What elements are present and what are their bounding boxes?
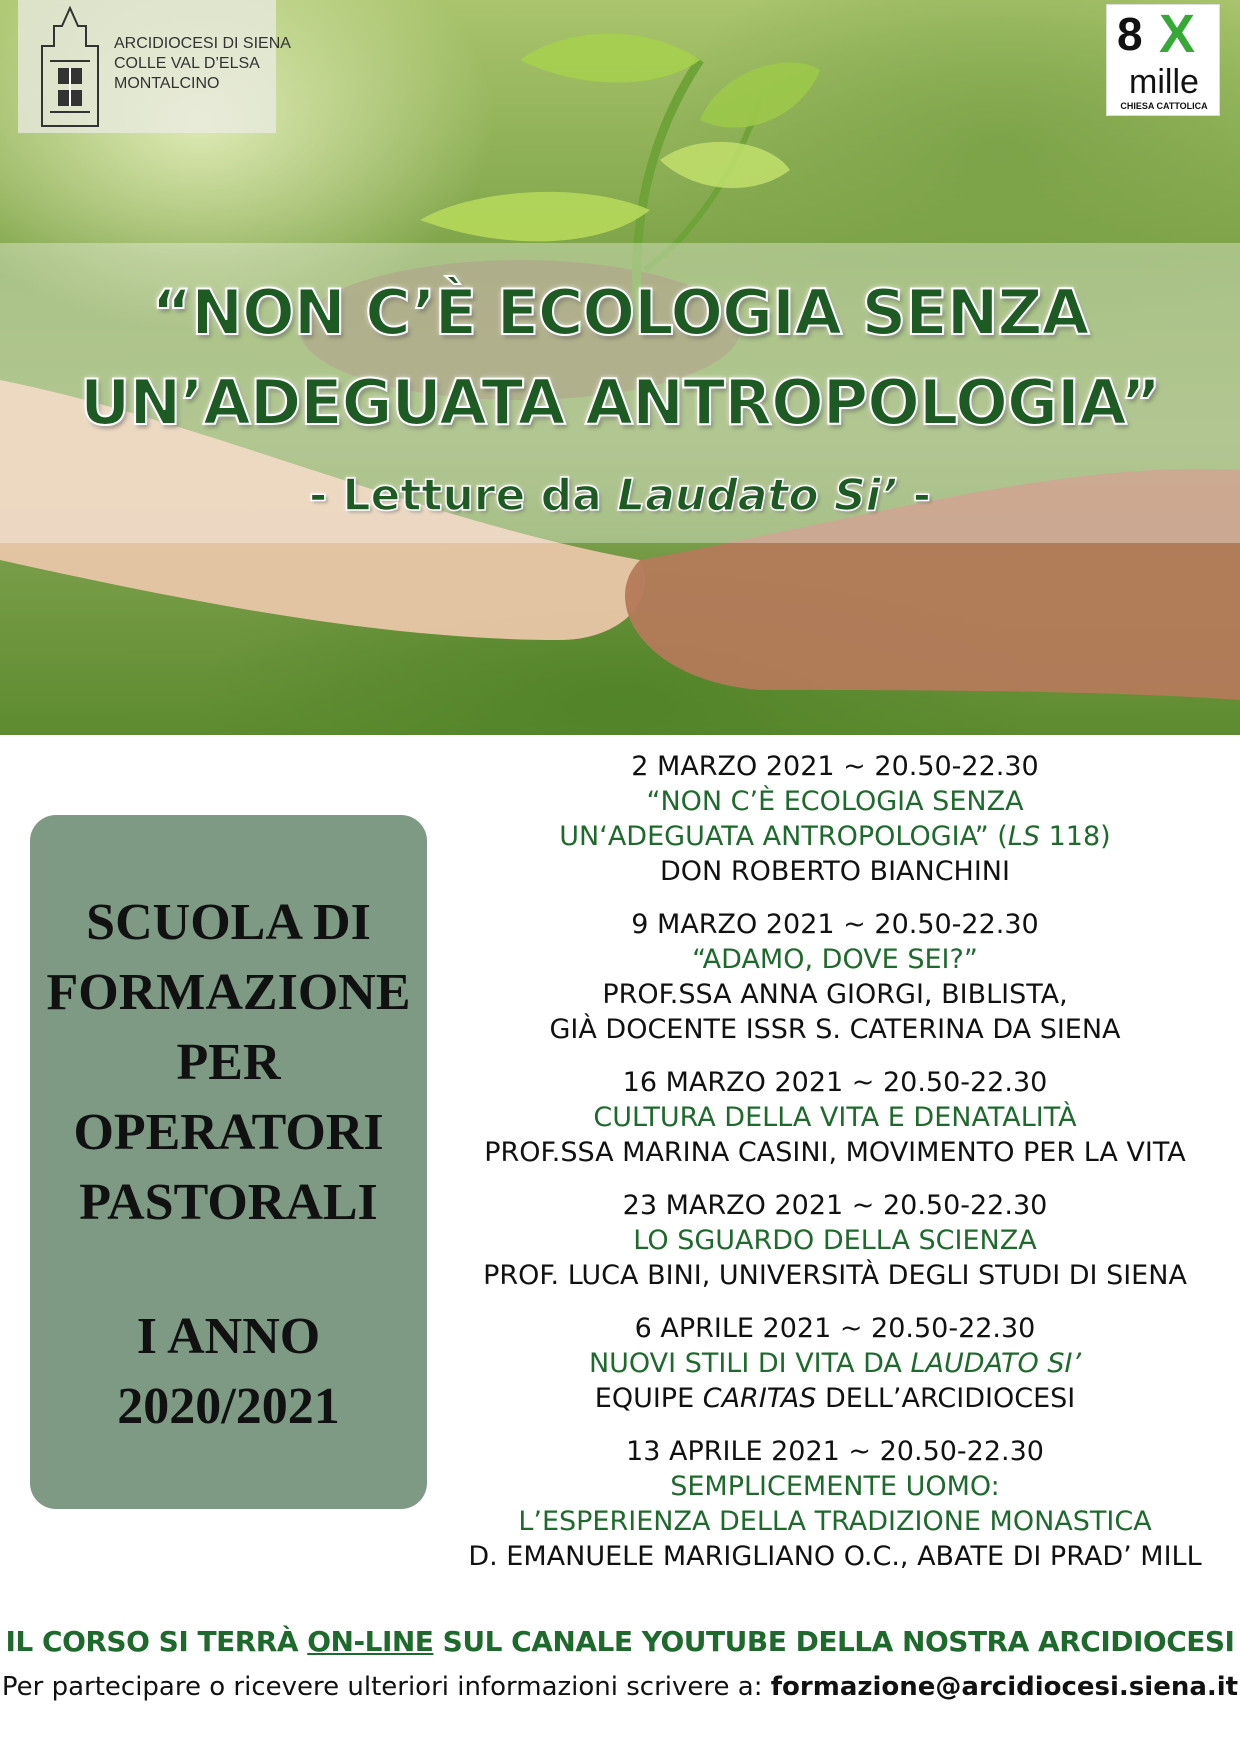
event-title: L’ESPERIENZA DELLA TRADIZIONE MONASTICA (518, 1506, 1152, 1537)
otto-x: X (1159, 4, 1196, 64)
diocese-line: COLLE VAL D’ELSA (114, 55, 260, 72)
event-title: “NON C’È ECOLOGIA SENZA (646, 786, 1024, 817)
event-title: “ADAMO, DOVE SEI?” (692, 944, 978, 975)
otto-sub: CHIESA CATTOLICA (1120, 101, 1208, 111)
school-line: OPERATORI (73, 1104, 384, 1161)
event-title: NUOVI STILI DI VITA DA LAUDATO SI’ (588, 1348, 1082, 1379)
school-line: PER (176, 1034, 281, 1091)
event-speaker: GIÀ DOCENTE ISSR S. CATERINA DA SIENA (549, 1014, 1121, 1045)
otto-mille: mille (1129, 63, 1199, 101)
event-speaker: EQUIPE CARITAS DELL’ARCIDIOCESI (594, 1383, 1076, 1414)
online-label: ON-LINE (307, 1625, 434, 1658)
event-date: 13 APRILE 2021 ~ 20.50-22.30 (626, 1436, 1044, 1467)
event-speaker: PROF. LUCA BINI, UNIVERSITÀ DEGLI STUDI DI SIENA (483, 1260, 1187, 1291)
subtitle: - Letture da Laudato Si’ - (308, 470, 932, 521)
event-title: LO SGUARDO DELLA SCIENZA (633, 1225, 1037, 1256)
school-line: FORMAZIONE (46, 964, 411, 1021)
event-speaker: PROF.SSA ANNA GIORGI, BIBLISTA, (602, 979, 1068, 1010)
year-label: I ANNO (136, 1308, 321, 1365)
event-title: CULTURA DELLA VITA E DENATALITÀ (593, 1102, 1077, 1133)
main-title-line1: “NON C’È ECOLOGIA SENZA (151, 276, 1089, 349)
diocese-line: MONTALCINO (114, 75, 220, 92)
school-line: SCUOLA DI (86, 894, 371, 951)
event-date: 2 MARZO 2021 ~ 20.50-22.30 (631, 751, 1039, 782)
event-title: SEMPLICEMENTE UOMO: (670, 1471, 1000, 1502)
event-speaker: D. EMANUELE MARIGLIANO O.C., ABATE DI PRAD’ MILL (468, 1541, 1202, 1572)
contact-email[interactable]: formazione@arcidiocesi.siena.it (770, 1672, 1239, 1702)
diocese-name (114, 34, 291, 94)
event-date: 16 MARZO 2021 ~ 20.50-22.30 (622, 1067, 1048, 1098)
diocese-logo-box (18, 0, 291, 133)
event-date: 23 MARZO 2021 ~ 20.50-22.30 (622, 1190, 1048, 1221)
cathedral-logo-icon (32, 6, 108, 128)
event-date: 6 APRILE 2021 ~ 20.50-22.30 (634, 1313, 1036, 1344)
course-info: IL CORSO SI TERRÀ ON-LINE SUL CANALE YOUTUBE DELLA NOSTRA ARCIDIOCESI (5, 1625, 1235, 1658)
event-title: UN‘ADEGUATA ANTROPOLOGIA” (LS 118) (559, 821, 1111, 852)
hero-image (0, 0, 1240, 735)
event-speaker: PROF.SSA MARINA CASINI, MOVIMENTO PER LA VITA (484, 1137, 1186, 1168)
school-panel (30, 815, 427, 1509)
diocese-line: ARCIDIOCESI DI SIENA (114, 35, 291, 52)
main-title-line2: UN’ADEGUATA ANTROPOLOGIA” (80, 366, 1160, 439)
school-year: 2020/2021 (117, 1378, 340, 1435)
otto-per-mille-logo (1106, 4, 1220, 116)
otto-number: 8 (1117, 8, 1141, 60)
contact-info: Per partecipare o ricevere ulteriori informazioni scrivere a: formazione@arcidiocesi.siena.it (1, 1672, 1239, 1702)
event-date: 9 MARZO 2021 ~ 20.50-22.30 (631, 909, 1039, 940)
school-line: PASTORALI (79, 1174, 378, 1231)
event-speaker: DON ROBERTO BIANCHINI (660, 856, 1010, 887)
